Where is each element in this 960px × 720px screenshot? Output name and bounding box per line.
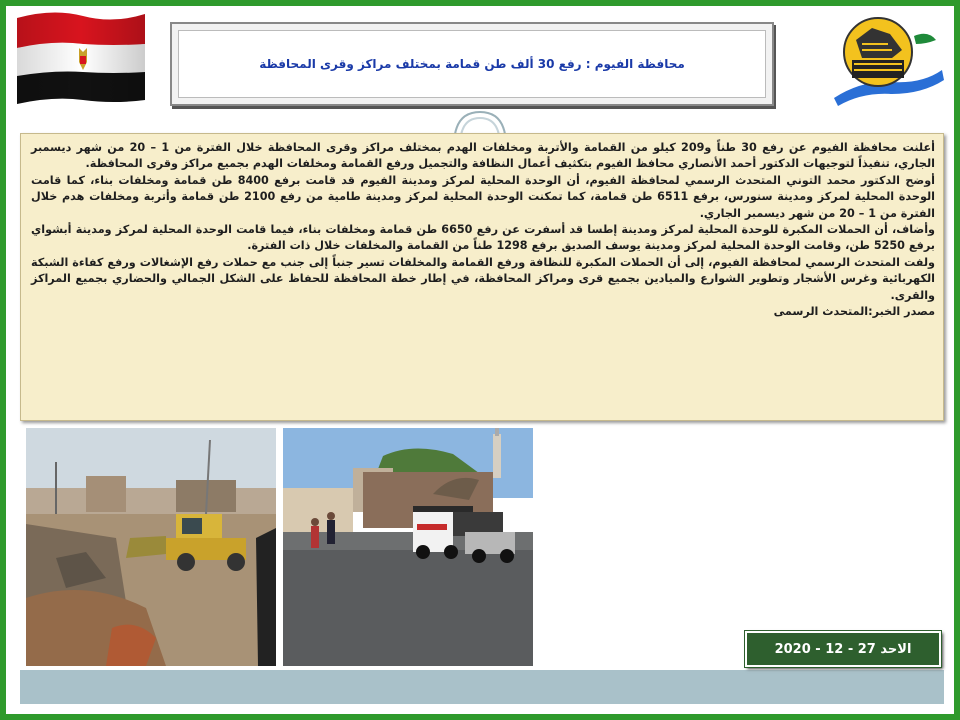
article-paragraph-3: وأضاف، أن الحملات المكبرة للوحدة المحلية لمركز ومدينة إطسا قد أسفرت عن رفع 6650 طن قمامة ومخلفات بناء، فيما قامت الوحدة المحلية لمركز ومدينة أبشواي برفع 5250 طن، وقامت الوحدة المحلية لمركز ومدينة يوسف الصديق برفع 1298 طناً من القمامة والمخلفات خلال ذات الفترة. [31, 223, 935, 253]
egypt-flag-icon [13, 8, 147, 104]
article-paragraph-4: ولفت المتحدث الرسمي لمحافظة الفيوم، إلى أن الحملات المكبرة للنظافة ورفع القمامة والمخلفات تسير جنباً إلى جنب مع حملات رفع الإشغالات ورفع كفاءة الشبكة الكهربائية وغرس الأشجار وتطوير الشوارع والميادين بجميع قرى ومراكز المحافظة، في إطار خطة المحافظة للحفاظ على الشكل الجمالي والحضاري بجميع المراكز والقرى. [31, 255, 935, 302]
photo-street-cleaning [283, 428, 533, 666]
photo-demolition-site [26, 428, 276, 666]
date-box [745, 631, 941, 667]
article-body [31, 140, 935, 320]
article-paragraph-2: أوضح الدكتور محمد التوني المتحدث الرسمي لمحافظة الفيوم، أن الوحدة المحلية لمركز ومدينة الفيوم قد قامت برفع 8400 طن قمامة ومخلفات بناء، كما قامت الوحدة المحلية لمركز ومدينة سنورس، برفع 6511 طن قمامة، كما تمكنت الوحدة المحلية لمركز ومدينة طامية من رفع 2100 طن قمامة وأتربة ومخلفات هدم خلال الفترة من 1 – 20 من شهر ديسمبر الجاري. [31, 173, 935, 220]
article-paragraph-1: أعلنت محافظة الفيوم عن رفع 30 طناً و209 كيلو من القمامة والأتربة ومخلفات الهدم بمختلف مراكز وقرى المحافظة خلال الفترة من 1 – 20 من شهر ديسمبر الجاري، تنفيذاً لتوجيهات الدكتور أحمد الأنصاري محافظ الفيوم بتكثيف أعمال النظافة والتجميل ورفع القمامة ومخلفات الهدم بجميع مراكز وقرى المحافظة. [31, 141, 935, 171]
governorate-logo-icon [832, 10, 944, 106]
article-box [20, 133, 944, 421]
article-source: مصدر الخبر:المتحدث الرسمى [773, 305, 935, 319]
headline-inner [178, 30, 766, 98]
headline-title: محافظة الفيوم : رفع 30 ألف طن قمامة بمختلف مراكز وقرى المحافظة [259, 57, 685, 71]
date-label: الاحد 27 - 12 - 2020 [774, 641, 912, 657]
headline-box [170, 22, 774, 106]
footer-band [20, 670, 944, 704]
